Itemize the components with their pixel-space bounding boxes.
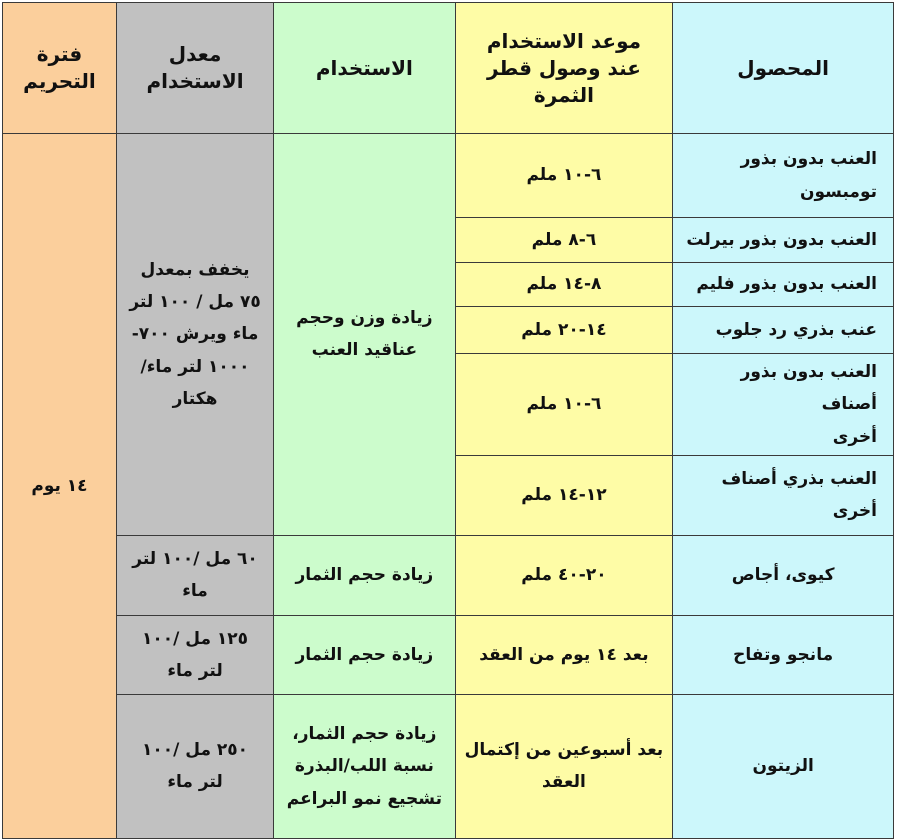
usage-cell: زيادة حجم الثمار [274, 615, 455, 694]
timing-cell: ٦-١٠ ملم [455, 354, 673, 456]
table-row [3, 134, 894, 218]
crop-cell: العنب بدون بذور أصناف أخرى [673, 354, 894, 456]
crop-cell: مانجو وتفاح [673, 615, 894, 694]
timing-cell: ٢٠-٤٠ ملم [455, 535, 673, 615]
ban-period-cell: ١٤ يوم [3, 134, 117, 839]
timing-cell: ٦-٨ ملم [455, 218, 673, 263]
header-rate: معدل الاستخدام [116, 3, 273, 134]
rate-cell: ٢٥٠ مل /١٠٠ لتر ماء [116, 694, 273, 838]
timing-cell: بعد أسبوعين من إكتمال العقد [455, 694, 673, 838]
header-crop: المحصول [673, 3, 894, 134]
usage-cell: زيادة حجم الثمار، نسبة اللب/البذرة تشجيع نمو البراعم [274, 694, 455, 838]
crop-cell: العنب بدون بذور بيرلت [673, 218, 894, 263]
grape-rate-cell: يخفف بمعدل ٧٥ مل / ١٠٠ لتر ماء ويرش ٧٠٠- ١٠٠٠ لتر ماء/ هكتار [116, 134, 273, 536]
header-ban-period: فترة التحريم [3, 3, 117, 134]
pesticide-usage-table [2, 2, 894, 839]
crop-cell: عنب بذري رد جلوب [673, 307, 894, 354]
table-row [3, 535, 894, 615]
timing-cell: ١٤-٢٠ ملم [455, 307, 673, 354]
crop-cell: العنب بذري أصناف أخرى [673, 455, 894, 535]
rate-cell: ١٢٥ مل /١٠٠ لتر ماء [116, 615, 273, 694]
timing-cell: بعد ١٤ يوم من العقد [455, 615, 673, 694]
grape-usage-cell: زيادة وزن وحجم عناقيد العنب [274, 134, 455, 536]
crop-cell: كيوى، أجاص [673, 535, 894, 615]
crop-cell: الزيتون [673, 694, 894, 838]
header-usage: الاستخدام [274, 3, 455, 134]
header-row [3, 3, 894, 134]
crop-cell: العنب بدون بذور تومبسون [673, 134, 894, 218]
rate-cell: ٦٠ مل /١٠٠ لتر ماء [116, 535, 273, 615]
timing-cell: ٨-١٤ ملم [455, 263, 673, 307]
crop-cell: العنب بدون بذور فليم [673, 263, 894, 307]
timing-cell: ١٢-١٤ ملم [455, 455, 673, 535]
usage-cell: زيادة حجم الثمار [274, 535, 455, 615]
timing-cell: ٦-١٠ ملم [455, 134, 673, 218]
header-timing: موعد الاستخدام عند وصول قطر الثمرة [455, 3, 673, 134]
table-row [3, 615, 894, 694]
